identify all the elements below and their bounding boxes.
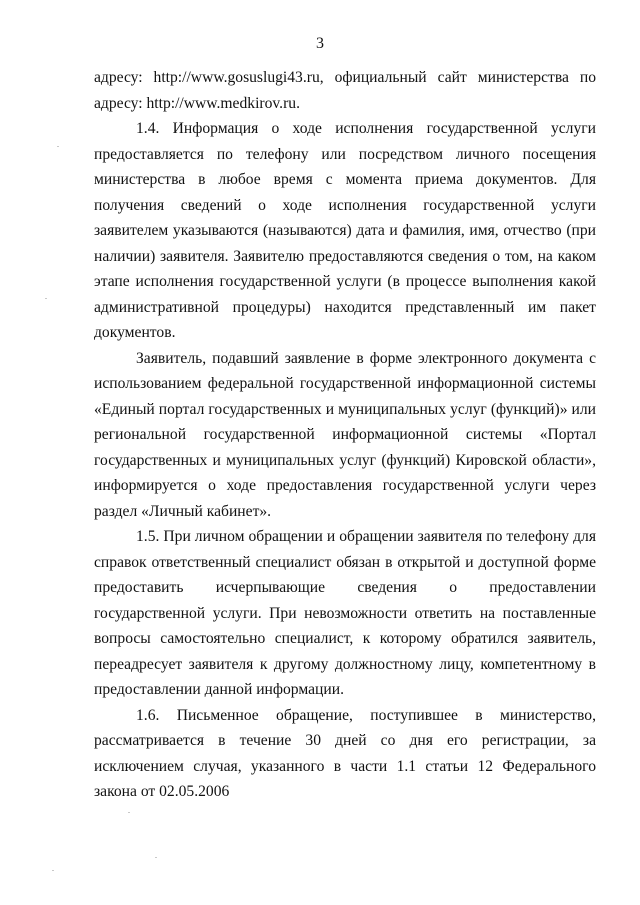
scan-speck xyxy=(57,146,59,147)
paragraph-section-1-4: 1.4. Информация о ходе исполнения государственной услуги предоставляется по телефону или посредством личного посещения министерства в любое время с момента приема документов. Для получения сведений о ходе исполнения государственной услуги заявителем указываются (называются) дата и фамилия, имя, отчество (при наличии) заявителя. Заявителю предоставляются сведения о том, на каком этапе исполнения государственной услуги (в процессе выполнения какой административной процедуры) находится представленный им пакет документов. xyxy=(94,120,596,341)
paragraph-section-1-6: 1.6. Письменное обращение, поступившее в министерство, рассматривается в течение 30 дней со дня его регистрации, за исключением случая, указанного в части 1.1 статьи 12 Федерального закона от 02.05.2006 xyxy=(94,706,596,800)
scan-speck xyxy=(45,298,47,299)
document-body xyxy=(94,65,596,805)
scan-speck xyxy=(155,857,157,858)
paragraph-section-1-5: 1.5. При личном обращении и обращении заявителя по телефону для справок ответственный специалист обязан в открытой и доступной форме предоставить исчерпывающие сведения о предоставлении государственной услуги. При невозможности ответить на поставленные вопросы самостоятельно специалист, к которому обратился заявитель, переадресует заявителя к другому должностному лицу, компетентному в предоставлении данной информации. xyxy=(94,528,596,698)
page-number: 3 xyxy=(316,35,324,52)
scan-speck xyxy=(52,870,54,871)
paragraph-electronic-applicant: Заявитель, подавший заявление в форме электронного документа с использованием федеральной государственной информационной системы «Единый портал государственных и муниципальных услуг (функций)» или региональной государственной информационной системы «Портал государственных и муниципальных услуг (функций) Кировской области», информируется о ходе предоставления государственной услуги через раздел «Личный кабинет». xyxy=(94,349,596,520)
paragraph-address-continuation: адресу: http://www.gosuslugi43.ru, официальный сайт министерства по адресу: http://www.medkirov.ru. xyxy=(94,69,596,112)
scan-speck xyxy=(128,812,130,813)
